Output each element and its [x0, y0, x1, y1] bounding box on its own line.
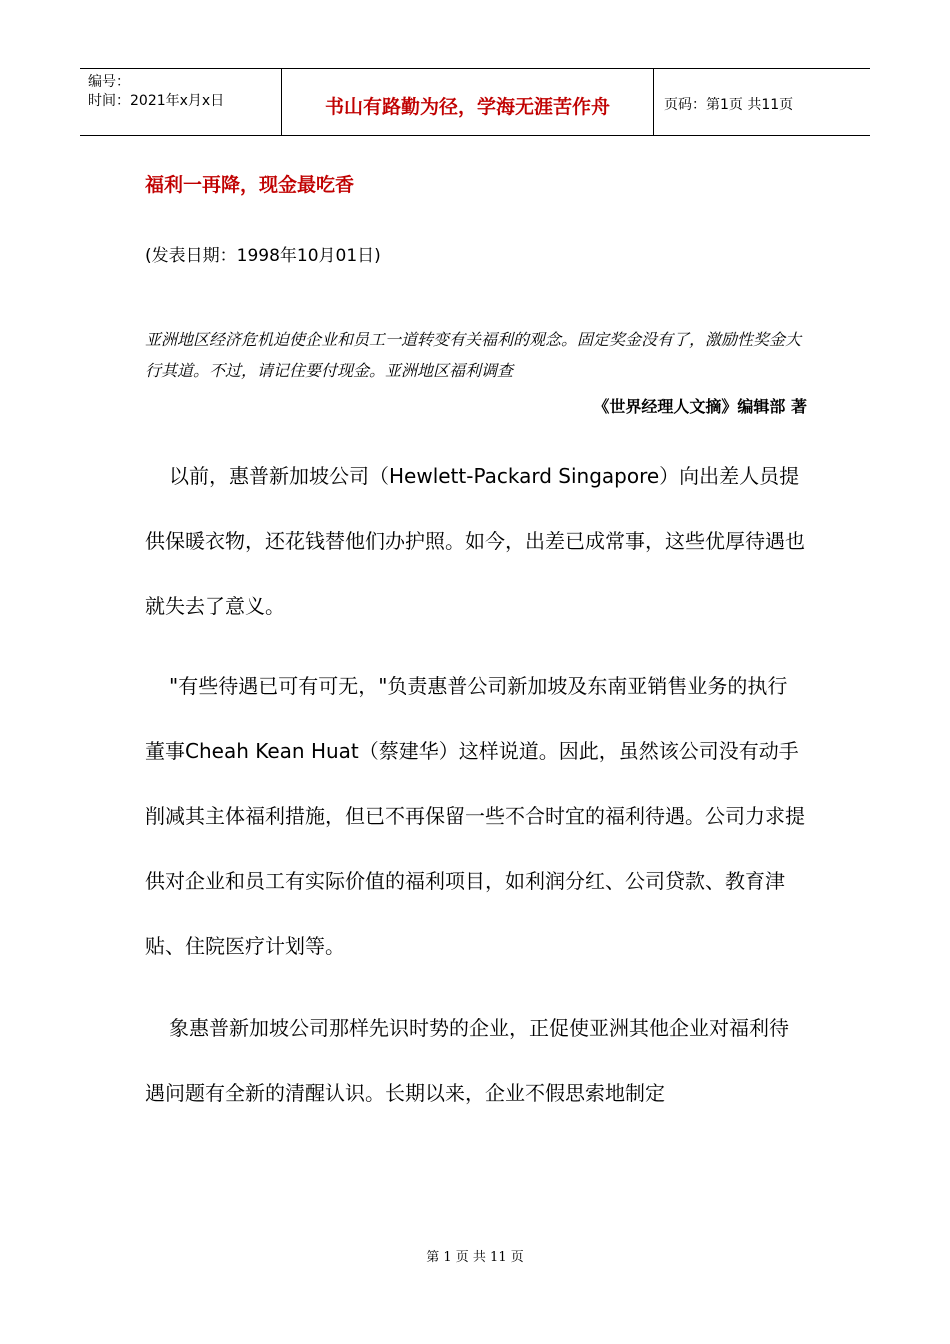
publication-date: (发表日期：1998年10月01日)	[145, 246, 381, 266]
article-title: 福利一再降，现金最吃香	[145, 174, 355, 196]
page-header-table	[80, 68, 870, 136]
document-time-label: 时间：2021年x月x日	[88, 93, 225, 109]
document-number-label: 编号：	[88, 74, 130, 90]
header-page-info: 页码：第1页 共11页	[664, 97, 794, 113]
page-footer: 第 1 页 共 11 页	[426, 1250, 524, 1265]
body-paragraph-1: 以前，惠普新加坡公司（Hewlett-Packard Singapore）向出差人员提供保暖衣物，还花钱替他们办护照。如今，出差已成常事，这些优厚待遇也就失去了意义。	[145, 464, 805, 618]
body-paragraph-3: 象惠普新加坡公司那样先识时势的企业，正促使亚洲其他企业对福利待遇问题有全新的清醒认识。长期以来，企业不假思索地制定	[145, 1016, 789, 1105]
article-author: 《世界经理人文摘》编辑部 著	[593, 397, 807, 416]
header-motto: 书山有路勤为径，学海无涯苦作舟	[282, 69, 654, 135]
header-meta-cell	[80, 69, 282, 135]
article-summary: 亚洲地区经济危机迫使企业和员工一道转变有关福利的观念。固定奖金没有了，激励性奖金大行其道。不过，请记住要付现金。亚洲地区福利调查	[145, 330, 802, 380]
body-paragraph-2: "有些待遇已可有可无，"负责惠普公司新加坡及东南亚销售业务的执行董事Cheah Kean Huat（蔡建华）这样说道。因此，虽然该公司没有动手削减其主体福利措施，但已不再保留一些不合时宜的福利待遇。公司力求提供对企业和员工有实际价值的福利项目，如利润分红、公司贷款、教育津贴、住院医疗计划等。	[145, 674, 805, 958]
